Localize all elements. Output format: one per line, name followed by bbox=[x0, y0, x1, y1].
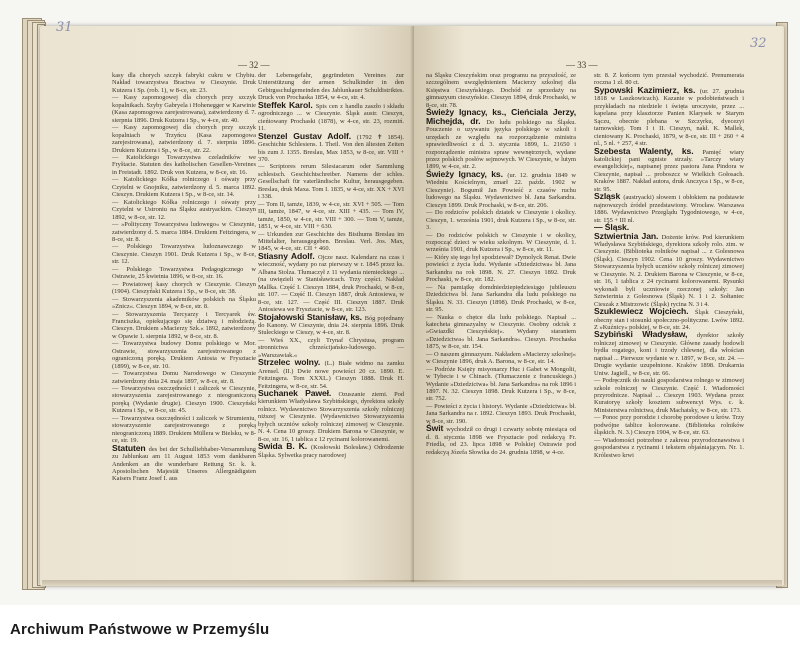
right-handwritten-number: 32 bbox=[750, 36, 767, 51]
bibliography-entry bbox=[112, 385, 256, 415]
entry-text: — Do rodziców polskich dziatek w Cieszynie i okolicy. Cieszyn, 1. września 1901, druk Kutzera i Sp., w 8-ce, str. 3. bbox=[426, 209, 576, 232]
entry-text: — Wieś XX., czyli Trynaf Chrystusa, program stronnictwa chrześcijańsko-ludowego. — »Warszawiak.« bbox=[258, 336, 404, 359]
bibliography-entry bbox=[258, 337, 404, 359]
bibliography-entry bbox=[426, 72, 576, 109]
entry-text: Bóg pojednany do Kanony. W Cieszynie, dnia 24. sierpnia 1896. Druk Stuleckiego w Cieszy, w 4-ce, str. 8. bbox=[258, 314, 404, 337]
entry-text: (austryacki) słowem i obłokiem na podstawie najnowszych źródeł przedstawiony. Wrocław. Warszawa 1886. Wydawnictwo Przeglądu Tygodniowego, w 4-ce, str. 155 + III nl. bbox=[594, 194, 744, 224]
entry-text: — Na pamiątkę domdniedziepiędziesiągo jubileuszu Dziedzictwa bł. Jana Sarkandra dla ludu polskiego na Śląsku. N. 33. Cieszyn (1898). Druk Prochaski, w 8-ce, str. 95. bbox=[426, 283, 576, 314]
entry-text: — Stowarzyszenia Tercyarzy i Tercyarek św. Franciszka, opiekującego się dziatwą i młodzieżą. Cieszyn. Drukiem »Macierzy Szk.« 1892, zatwierdzony w Opawie 1. sierpnia 1892, w 8-ce, str. 8. bbox=[112, 310, 256, 340]
entry-headword: Sztwiertnia Jan. bbox=[594, 230, 662, 241]
entry-headword: Świeży Ignacy, ks. bbox=[426, 168, 508, 179]
bibliography-entry bbox=[258, 311, 404, 337]
entry-headword: Szebesta Walenty, ks. bbox=[594, 145, 703, 156]
bibliography-entry bbox=[426, 284, 576, 314]
entry-text: — Stowarzyszenia akademików polskich na Śląsku »Znicz«. Cieszyn 1894, w 8-ce, str. 8. bbox=[112, 295, 256, 311]
entry-text: — Podróże Księży misyonarzy Huc i Gabet w Mongolii, w Tybecie i w Chinach. (Tłumaczenie z francuskiego.) Wydanie »Dziedzictwa« bł. Jana Sarkandra« na rok 1896 i 1897. N. 32. Cieszyn 1898. Druk Kutzera i Sp., w 8-ce, str. 752. bbox=[426, 365, 576, 403]
entry-text: (1792 ✝ 1854). Geschichte Schlesiens. I. Theil. Von den ältesten Zeiten bis zum J. 1355. Breslau, Max 1853, w 8-ce, str. VIII + 370. bbox=[258, 133, 404, 163]
entry-headword: Sypowski Kazimierz, ks. bbox=[594, 84, 700, 95]
entry-headword: Świt bbox=[426, 423, 447, 434]
archive-name: Archiwum Państwowe w Przemyślu bbox=[10, 621, 270, 638]
entry-text: Pamięć wiary katolickiej pani ogniste strzały. »Tarczy wiary ewangelickiej«, napisanej przez pastora Jana Pindora w Cieszynie, napisał ... proboszcz w Wielkich Gołosach. Kraków 1887. Nakład autora, druk Anczyca i Sp., w 8-ce, str. 95. bbox=[594, 148, 744, 193]
entry-text: (L.) Białe widmo na zamku Arensel. (II.) Dwie nowe powieści 20 cz. 1890. E. Feitzingera. Tom XXXL.) Cieszyn 1888. Druk H. Feitzingera, w 8-ce, str. 54. bbox=[258, 360, 404, 390]
bibliography-entry bbox=[426, 351, 576, 366]
bibliography-entry bbox=[594, 377, 744, 414]
entry-text: (ur. 12. grudnia 1849 w Wiedniu Kościelnym, zmarł 22. paźdz. 1902 w Cieszynie). Bogumił Jan Powieść z czasów ruchu ludowego na Śląsku. Wydawnictwo bł. Jana Sarkandra. Cieszyn 1899. Druk Prochaski, w 8-ce, str. 206. bbox=[426, 171, 576, 209]
entry-text: — Który się tego był spodziewał? Dymolyck Renat. Dwie powieści z życia ludu. Wydanie »Dziedzictwa« bł. Jana Sarkandra na rok 1898. N. 27. Cieszyn 1892. Druk Prochaski, w 8-ce, str. 182. bbox=[426, 253, 576, 284]
entry-text: (Kosłowski Bolesław.) Odrodzenie Śląska. Sylwetka pracy narodowej bbox=[258, 444, 404, 459]
bibliography-entry bbox=[594, 437, 744, 459]
entry-text: — Towarzystwa Domu Narodowego w Cieszynie zatwierdzony dnia 24. maja 1897, w 8-ce, str. 8. bbox=[112, 370, 256, 385]
entry-text: Ojcze nasz. Kalendarz na czas i wieczność, wydany po raz pierwszy w r. 1845 przez ks. Albana Stolza. Tłumaczył z 11 wydania niemieckiego ... (na uwięzieli w Stanisławicach. Trzy części. Nakład Mallka. Część I. Cieszyn 1884, druk Prochaski, w 8-ce, str. 107. — Część II. Cieszyn 1887, druk Antosiewa, w 8-ce, str. 127. — Część III. Cieszyn 1887. Druk Antosiewa we Frysztacie, w 8-ce, str. 123. bbox=[258, 253, 404, 314]
right-page-number: — 33 — bbox=[566, 60, 598, 70]
entry-text: — Polskiego Towarzystwa ludoznawczego w Cieszynie. Cieszyn 1901. Druk Kutzera i Sp., w 8-ce, str. 12. bbox=[112, 243, 256, 266]
left-page-column-2 bbox=[258, 72, 404, 572]
bibliography-entry bbox=[258, 201, 404, 231]
entry-text: — »Polityczny Towarzystwa ludowego« w Cieszynie, zatwierdzony d. 5. marca 1884. Drukiem Feitzingera, w 8-ce, str. 8. bbox=[112, 221, 256, 243]
entry-text: — Kasy zapomogowej dla chorych przy szczyk kopalniach w Trzyńcu (Kasa zapomogowa zarejestrowana), zatwierdzony d. 7. sierpnia 1896. Drukiem Kutzera i Sp., w 8-ce, str. 22. bbox=[112, 124, 256, 154]
bibliography-entry bbox=[258, 130, 404, 164]
entry-headword: Szybiński Władysław, bbox=[594, 329, 697, 340]
entry-text: — Katolickiego Kółka rolniczego i ośwaty przy Czytelni w Ustroniu na Śląsku austryackim. Cieszyn 1892, w 8-ce, str. 12. bbox=[112, 198, 256, 221]
bibliography-entry bbox=[426, 168, 576, 209]
bibliography-entry bbox=[258, 231, 404, 253]
bibliography-entry bbox=[258, 390, 404, 443]
bibliography-entry bbox=[426, 314, 576, 351]
entry-text: str. 8. Z końcem tym przestał wychodzić. Prenumerata roczna 1 zł. 80 ct. bbox=[594, 72, 744, 87]
entry-text: — Polskiego Towarzystwa Pedagogicznego w Ostrawie, 25 kwietnia 1896, w 8-ce, str. 16. bbox=[112, 265, 256, 281]
entry-text: Śląsk Cieszyński, obecny stan i stosunki społeczno-polityczne. Lwów 1892. Z »Kuźnicy« polskiej, w 8-ce, str. 24. bbox=[594, 309, 744, 331]
bibliography-entry bbox=[258, 250, 404, 314]
entry-headword: Szląsk bbox=[594, 191, 624, 202]
entry-headword: Stenzel Gustav Adolf. bbox=[258, 130, 357, 141]
bibliography-entry bbox=[594, 331, 744, 377]
bibliography-entry bbox=[258, 443, 404, 459]
entry-text: Ozuszanie ziemi. Pod kierunkiem Władysława Szybińskiego, dyrektora szkoły rolnicz. Wydawnictwo Stowarzyszenia szkoły rolniczej niższej w Cieszynie. (Wydawnictwo Stowarzyszenia byłych uczniów szkoły rolniczej zimowej w Cieszynie. N. 4. Cena 10 groszy. Drukiem Barona w Cieszynie, w 8-ce, str. 16, 1 tablica z 12 rycinami kolorowanemi. bbox=[258, 391, 404, 443]
entry-headword: — Śląsk. bbox=[594, 222, 630, 233]
bibliography-entry bbox=[112, 154, 256, 176]
bibliography-entry bbox=[112, 340, 256, 370]
entry-text: des bei der Schulliebhaber-Versammlung zu Jablunkau am 11 August 1853 vom dankbaren Andenken an die wunderbare Rettung Sr. k. k. Apostolischen Majestät Unseres Allergnädigsten Kaisers Franz Josef I. aus bbox=[112, 445, 256, 483]
bibliography-entry bbox=[258, 359, 404, 390]
entry-text: Spis cen z handlu zaszło i składu ogrodniczego ... w Cieszynie. Śląsk austr. Cieszyn, cieńiowany Prochaski (1878), w 4-ce, str. 23, rozmiń. 11. bbox=[258, 102, 404, 133]
left-page-number: — 32 — bbox=[238, 60, 270, 70]
entry-text: der Lebensgefahr, gegründeten Vereines zur Unterstützung der armen Schulkinder in den Gebirgsschulgemeinden des Jablunkauer Schuldistriktes. Druck von Prochaska 1854, w 4-ce, str. 4. bbox=[258, 72, 404, 102]
entry-text: na Śląsku Cieszyńskim oraz programu na przyszłość, ze szczególnem uwzględnieniem Macierzy szkolnej dla Księstwa Cieszyńskiego. Dochód ze sprzedaży na gimnazyum cieszyńskie. Cieszyn 1894, druk Prochaski, w 8-ce, str. 78. bbox=[426, 72, 576, 109]
entry-headword: Świeży Ignacy, ks., Cieńciala Jerzy, Michejda, dr. bbox=[426, 107, 576, 126]
bibliography-entry bbox=[112, 370, 256, 385]
entry-text: Dożenie krów. Pod kierunkiem Władysława Szybińskiego, dyrektora szkoły rolo. zim. w Cieszynie. (Biblioteka rolników napisał ... z Golesnowa (Śląsk). Cieszyn 1902. Cena 10 groszy. Wydawnictwo Stowarzyszenia byłych uczniów szkoły rolniczej zimowej w Cieszynie. N. 2. Drukiem Barona w Cieszynie, w 8-ce, str. 16, 1 tablica z 24 rycinami kolorowanemi. Rysunki wykonali byli uczniowie rzeczonej szkoły: Jan Sztwiertnia z Golesnowa (Śląsk) N. 1 i 2. Sołtaniec Cieszak z Mistrzowic (Śląsk) rycina N. 3 i 4. bbox=[594, 233, 744, 308]
bibliography-entry bbox=[426, 109, 576, 171]
bibliography-entry bbox=[112, 296, 256, 311]
entry-text: — Nauka o chętce dla ludu polskiego. Napisał ... katecheta gimnazyalny w Cieszynie. Osobny odcisk z »Gwiazdki Cieszyńskiej«. Wydany staraniem »Dziedzictwa« bł. Jana Sarkandra«. Cieszyn. Prochaska 1875, w 8-ce, str. 154. bbox=[426, 313, 576, 351]
entry-text: — Towarzystwa oszczędności i zaliczek w Cieszynie, stowarzyszenia zarejestrowanego z nieograniczoną poręką (Wydanie drugie). Cieszyn 1900. Cieszyński Kutzera i Sp., w 8-ce, str. 45. bbox=[112, 385, 256, 415]
entry-text: — Powieści z życia i historyi. Wydanie »Dziedzictwa« bł. Jana Sarkandra na r. 1892. Cieszyn 1893. Druk Prochaski, w 8-ce, str. 190. bbox=[426, 402, 576, 425]
entry-headword: Steffek Karol. bbox=[258, 99, 316, 110]
bibliography-entry bbox=[594, 193, 744, 224]
left-handwritten-number: 31 bbox=[56, 20, 73, 35]
bibliography-entry bbox=[112, 266, 256, 281]
bibliography-entry bbox=[112, 281, 256, 296]
bibliography-entry bbox=[258, 72, 404, 102]
entry-headword: Suchanek Paweł. bbox=[258, 388, 339, 399]
bibliography-entry bbox=[112, 221, 256, 243]
bibliography-entry bbox=[112, 415, 256, 445]
bibliography-entry bbox=[426, 425, 576, 456]
bibliography-entry bbox=[258, 99, 404, 133]
entry-headword: Stojałowski Stanisław, ks. bbox=[258, 311, 365, 322]
bibliography-entry bbox=[112, 442, 256, 483]
entry-text: dyrektor szkoły rolniczej zimowej w Cieszynie. Główne zasady hodowli bydła rogatego, koni i trzody chlewnej, dla włościan napisał ... Pierwsze wydanie w r. 1897, w 8-ce, str. 24. — Drugie wydanie uzupełnione. Kraków 1898. Drukarnia Uniw. Jagiell., w 8-ce, str. 66. bbox=[594, 332, 744, 377]
bibliography-entry bbox=[112, 124, 256, 154]
right-page-column-1 bbox=[426, 72, 576, 572]
bibliography-entry bbox=[112, 176, 256, 198]
right-page-column-2 bbox=[594, 72, 744, 572]
entry-headword: Swida B. K. bbox=[258, 441, 312, 452]
bibliography-entry bbox=[258, 163, 404, 200]
entry-text: — Towarzystwa budowy Domu polskiego w Mor. Ostrawie, stowarzyszenia zarejestrowanego z ograniczoną poręką. Drukiem Antosia w Frysztacie (1899), w 8-ce, str. 10. bbox=[112, 340, 256, 370]
bibliography-entry bbox=[426, 366, 576, 403]
entry-headword: Strzelec wolny. bbox=[258, 357, 325, 368]
page-bottom-shadow bbox=[42, 580, 782, 588]
entry-text: — Scriptores rerum Silesiacarum oder Sammlung schlesisch. Geschichtschreiber. Namens der schles. Gesellschaft für vaterländische Kultur, herausgegeben. Breslau, druk Maxa. Tom I. 1835, w 4-ce, str. XX + XVI i 338. bbox=[258, 163, 404, 201]
left-page-column-1 bbox=[112, 72, 256, 572]
entry-text: — Ponoc przy porodzie i chorobę porodowe u krów. Trzy podwójne tablice kolorowane. (Biblioteka rolników śląskich. N. 3.) Cieszyn 1904, w 8-ce, str. 63. bbox=[594, 414, 744, 437]
bibliography-entry bbox=[594, 230, 744, 309]
entry-text: kasy dla chorych szczyk fabryki cukru w Chybiu. Nakład towarzystwa Bractwa w Cieszynie. Druk Kutzera i Sp. (rob. 1), w 8-ce, str. 23. bbox=[112, 72, 256, 94]
bibliography-entry bbox=[594, 414, 744, 436]
entry-text: — Katolickiego Towarzystwa czeladników we Fryštacie. Statuten des katholischen Gesellen-Vereines in Freistadt. 1892. Druk von Kutzera, w 8-ce, str. 16. bbox=[112, 153, 256, 176]
entry-headword: Szuklewiecz Wojciech. bbox=[594, 306, 695, 317]
entry-text: — Tom II, tamże, 1839, w 4-ce, str. XVI + 505. — Tom III, tamże, 1847, w 4-ce, str. XIII + 435. — Tom IV, tamże, 1850, w 4-ce, str. VIII + 300. — Tom V, tamże, 1851, w 4-ce, str. VIII + 630. bbox=[258, 200, 404, 231]
bibliography-entry bbox=[426, 209, 576, 231]
entry-text: — Urkunden zur Geschichte des Bisthums Breslau im Mittelalter, herausgegeben. Breslau. Verl. Jos. Max, 1845, w 4-ce, str. CII + 460. bbox=[258, 230, 404, 253]
bibliography-entry bbox=[112, 94, 256, 124]
footer-bar bbox=[0, 605, 800, 647]
entry-text: — Kasy zapomogowej dla chorych przy szczyk kopalnikach. Szyby Gabryela i Hohenegger w Karwinie (Kasa zapomogowa zarejestrowana), zatwierdzony d. 7. sierpnia 1896. Druk Kutzera i Sp., w 4-ce, str. 40. bbox=[112, 94, 256, 124]
entry-headword: Stiasny Adolf. bbox=[258, 250, 318, 261]
entry-text: — Powiatowej kasy chorych w Cieszynie. Cieszyn (1904). Cieszyński Kutzera i Sp., w 8-ce, str. 38. bbox=[112, 280, 256, 296]
entry-headword: Statuten bbox=[112, 442, 149, 453]
entry-text: (ur. 27. grudnia 1818 w Laszkowicach). Kazanie w podobieństwach i przykładach na niedziele i święta uroczyste, przez ... kapelana przy klasztorze Panien Klarysek w Starym Sączu, obecnie plebana w Szczyrku, dyecezyi tarnowskiej. Tom I i II. Cieszyn, nakł. K. Mallek, cieniowany K. Prochaski, 1879, w 8-ce, str. III + 260 + 4 nl., 5 nl. + 257, 4 str. bbox=[594, 87, 744, 148]
entry-text: wychodził co drugi i czwarty sobotę miesiąca od d. 8. stycznia 1898 we Frysztacie pod redakcyą Fr. Friedla, od 23. lipca 1898 w Polskiej Ostrawie pod redakcyą Józefa Słowika do 24. grudnia 1898, w 4-ce. bbox=[426, 426, 576, 456]
entry-text: — O naszem gimnazyum. Nakładem »Macierzy szkolnej« w Cieszynie 1896, druk A. Barona, w 8-ce, str. 14. bbox=[426, 350, 576, 366]
bibliography-entry bbox=[112, 199, 256, 221]
entry-text: — Katolickiego Kółka rolniczego i ośwaty przy Czytelni w Gnojniku, zatwierdzony d. 5. marca 1892. Cieszyn. Drukiem Kutzera i Sp., w 8-ce, str. 14. bbox=[112, 176, 256, 199]
bibliography-entry bbox=[594, 145, 744, 194]
bibliography-entry bbox=[426, 403, 576, 425]
bibliography-entry bbox=[112, 311, 256, 341]
bibliography-entry bbox=[594, 308, 744, 331]
entry-text: Do ludu polskiego na Śląsku. Pouczenie o uzywaniu języka polskiego w szkoli i urzędach ze względu na rozporządzenie ministra sprawiedliwości z d. 3. stycznia 1899, L. 21650 i rozporządzenie ministra spraw wewnętrznych, wydane przez polskich posłów sejmowych. W Cieszynie, w lutym 1899, w 4-ce, str. 2. bbox=[426, 118, 576, 171]
entry-text: — Wiadomości potrzebne z zakresu przyrodoznawstwa i gospodarstwa z rycinami i tekstem objaśniającym. Nr. 1. Królestwo krwi bbox=[594, 436, 744, 459]
bibliography-entry bbox=[112, 243, 256, 265]
entry-text: — Towarzystwa oszczędności i zaliczek w Strumieniu, stowarzyszenie zarejestrowanego z poręką nieograniczoną 1889. Drukiem Müllera w Bielsku, w 8-ce, str. 19. bbox=[112, 414, 256, 445]
entry-text: — Podręcznik do nauki gospodarstwa rolnego w zimowej szkole rolniczej w Cieszynie. Część I. Wiadomości przyrodnicze. Napisał ... Cieszyn 1903. Wydana przez Kuratoryę szkoły kosztem subwencyi Wys. c. k. Ministerstwa rolnictwa, druk Machatsky, w 8-ce, str. 173. bbox=[594, 377, 744, 414]
bibliography-entry bbox=[426, 232, 576, 254]
entry-text: — Do rodziców polskich w Cieszynie i w okolicy, rozpocząć dzieci w wieku szkolnym. W Cieszynie, d. 1. września 1901, druk Kutzera i Sp., w 8-ce, str. 11. bbox=[426, 231, 576, 254]
bibliography-entry bbox=[426, 254, 576, 284]
bibliography-entry bbox=[594, 84, 744, 148]
bibliography-entry bbox=[112, 72, 256, 94]
